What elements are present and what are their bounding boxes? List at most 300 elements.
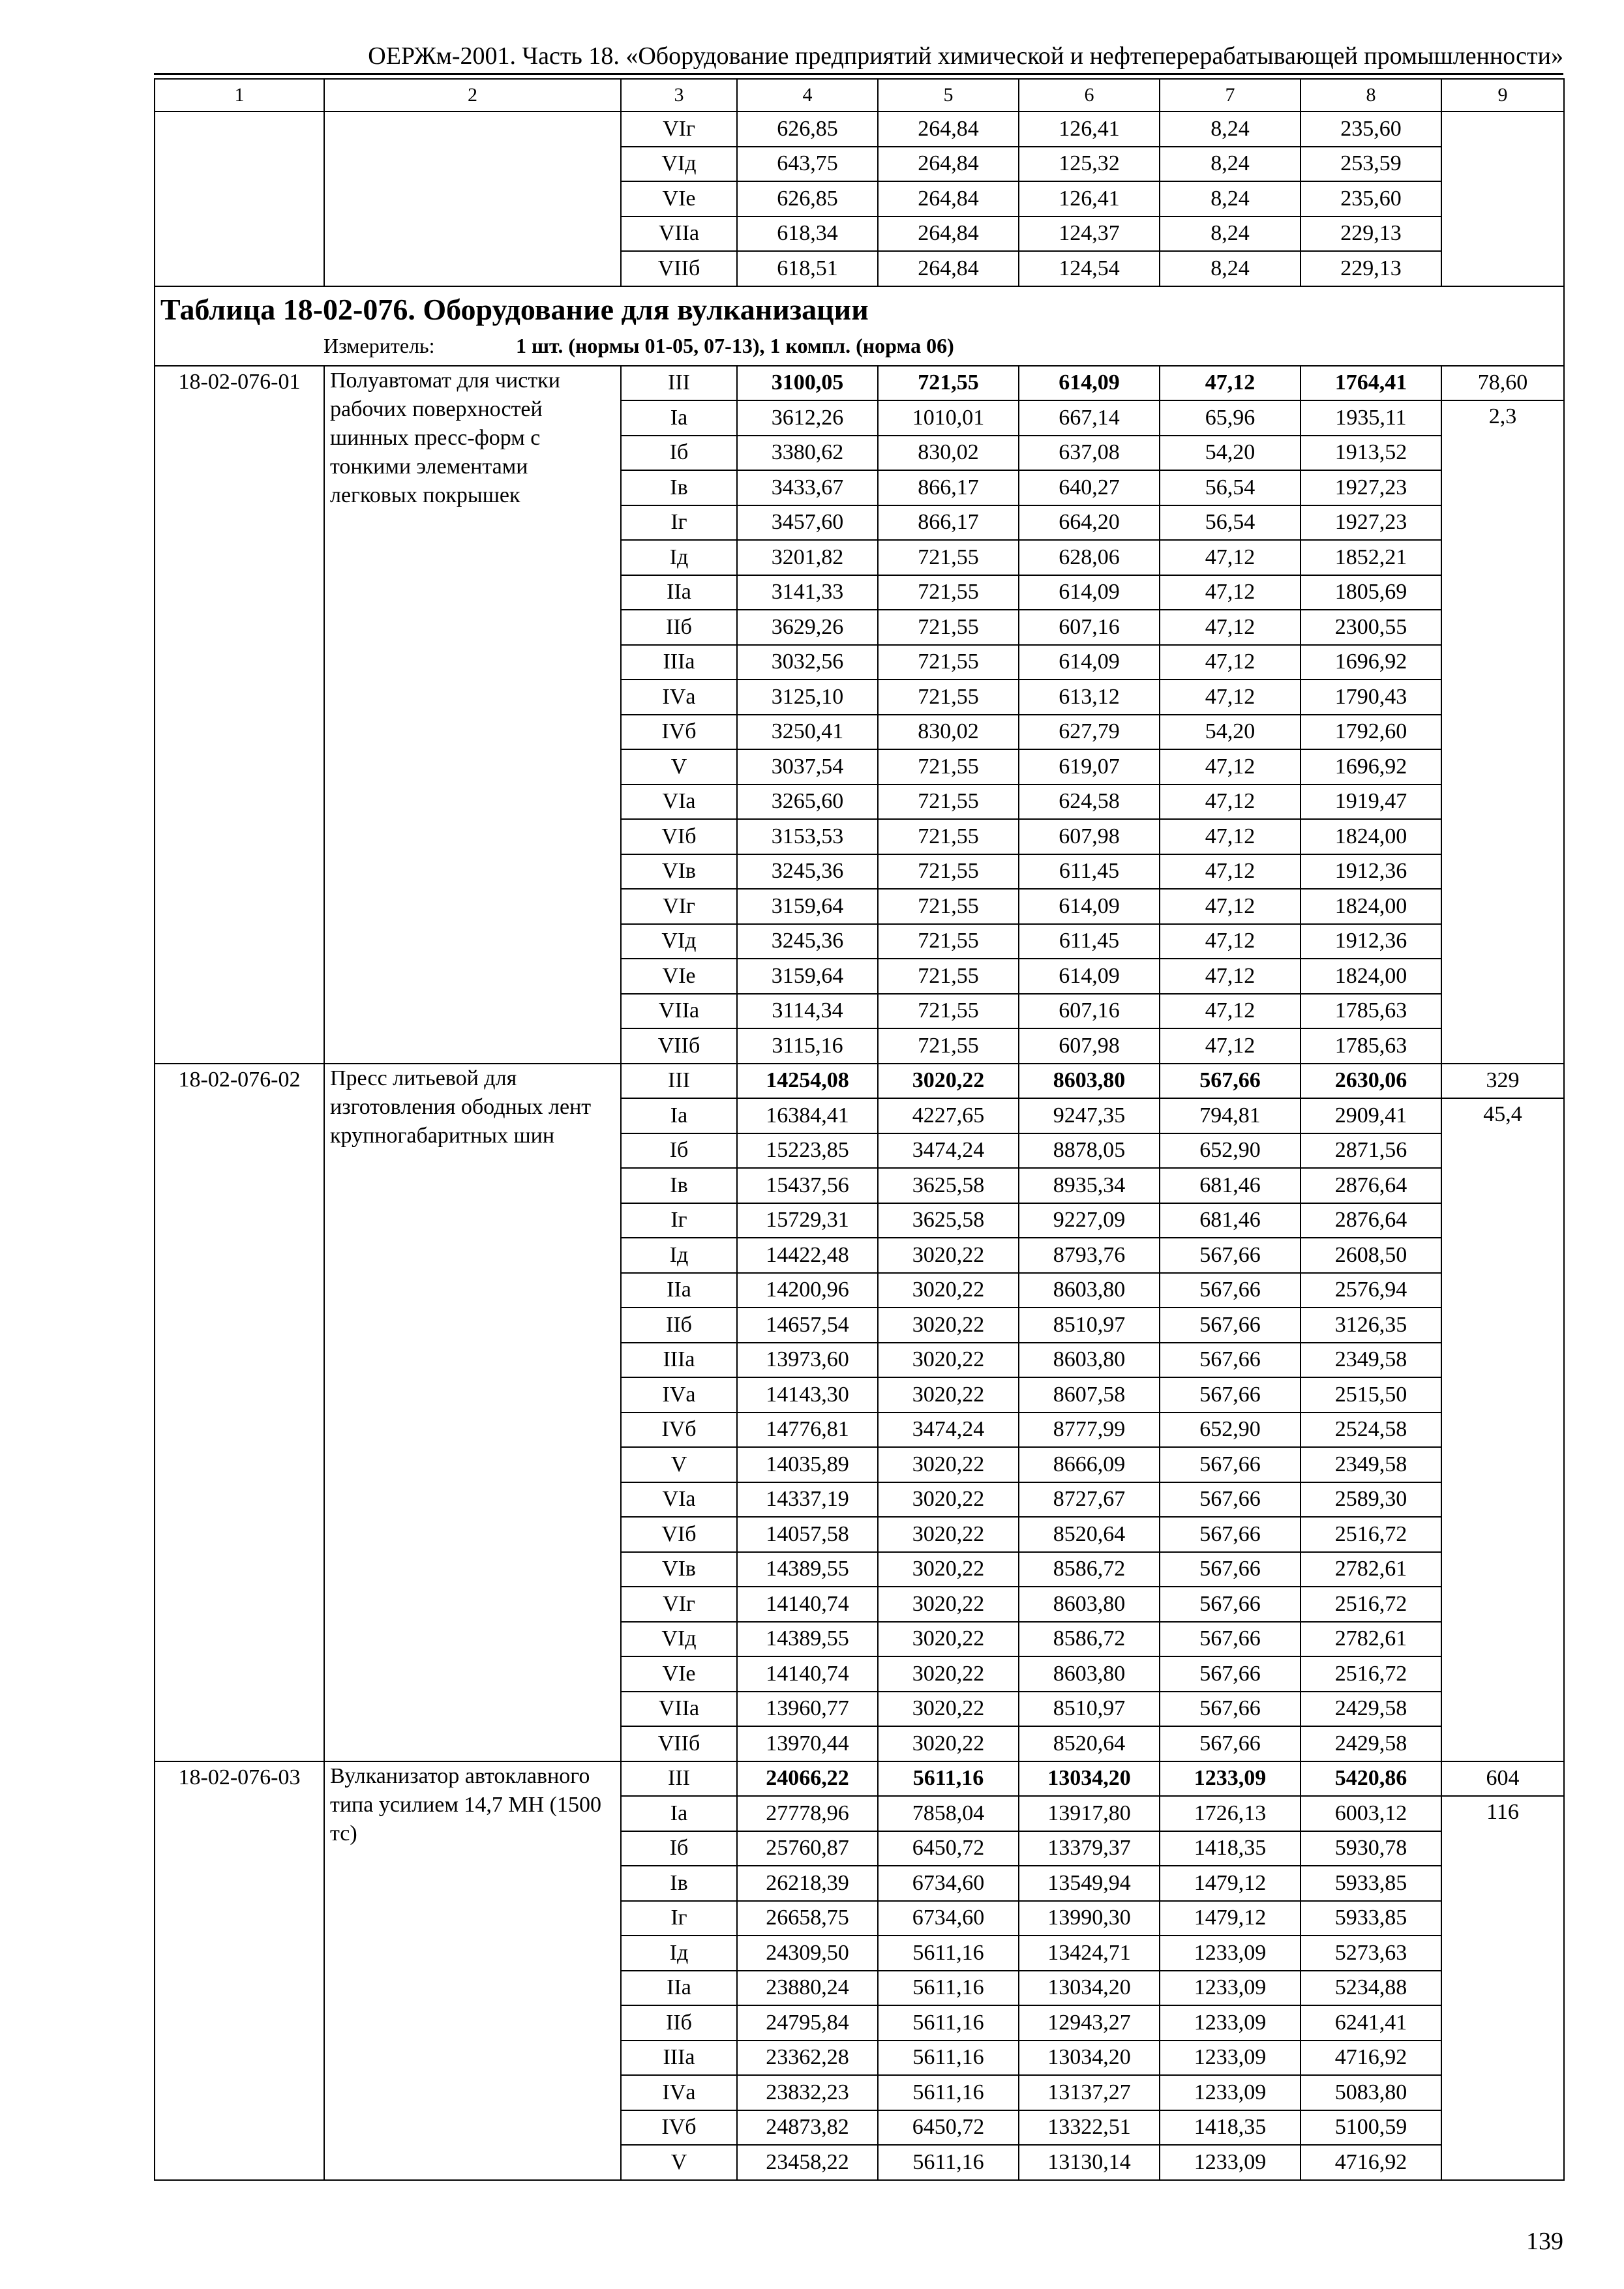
- value-cell-c5: 3020,22: [878, 1064, 1019, 1099]
- value-cell-c4: 3250,41: [737, 715, 878, 750]
- value-cell-c6: 628,06: [1019, 540, 1160, 575]
- value-cell-c6: 13549,94: [1019, 1866, 1160, 1901]
- value-cell-c6: 124,37: [1019, 217, 1160, 252]
- value-cell-c8: 1913,52: [1301, 436, 1441, 471]
- value-cell-c7: 1233,09: [1160, 2075, 1301, 2110]
- value-cell-c8: 6003,12: [1301, 1796, 1441, 1831]
- name-cell: Пресс литьевой для изготовления ободных лент крупногабаритных шин: [324, 1064, 621, 1761]
- value-cell-c5: 5611,16: [878, 2005, 1019, 2041]
- value-cell-c6: 8878,05: [1019, 1133, 1160, 1169]
- value-cell-c7: 567,66: [1160, 1656, 1301, 1692]
- value-cell-c8: 235,60: [1301, 112, 1441, 147]
- price-main-cell: 604: [1441, 1761, 1564, 1797]
- value-cell-c4: 23832,23: [737, 2075, 878, 2110]
- value-cell-c6: 8520,64: [1019, 1726, 1160, 1761]
- value-cell-c7: 8,24: [1160, 147, 1301, 182]
- value-cell-c5: 3474,24: [878, 1133, 1019, 1169]
- value-cell-c7: 567,66: [1160, 1308, 1301, 1343]
- zone-cell: Iв: [621, 470, 737, 505]
- value-cell-c6: 13034,20: [1019, 1761, 1160, 1797]
- zone-cell: Iб: [621, 436, 737, 471]
- value-cell-c6: 126,41: [1019, 181, 1160, 217]
- price-sub-cell: 2,3: [1441, 400, 1564, 1064]
- value-cell-c8: 1927,23: [1301, 470, 1441, 505]
- value-cell-c7: 47,12: [1160, 540, 1301, 575]
- value-cell-c4: 14657,54: [737, 1308, 878, 1343]
- code-cell: [155, 112, 324, 286]
- zone-cell: IIIа: [621, 1343, 737, 1378]
- value-cell-c5: 721,55: [878, 366, 1019, 401]
- value-cell-c7: 567,66: [1160, 1517, 1301, 1552]
- value-cell-c4: 626,85: [737, 112, 878, 147]
- value-cell-c5: 4227,65: [878, 1098, 1019, 1133]
- value-cell-c8: 1764,41: [1301, 366, 1441, 401]
- column-number-cell: 4: [737, 79, 878, 112]
- name-cell: Вулканизатор автоклавного типа усилием 14,7 МН (1500 тс): [324, 1761, 621, 2180]
- zone-cell: VIе: [621, 181, 737, 217]
- zone-cell: III: [621, 1761, 737, 1797]
- value-cell-c6: 8603,80: [1019, 1064, 1160, 1099]
- header-rule: [154, 73, 1563, 75]
- zone-cell: VIд: [621, 924, 737, 959]
- column-number-cell: 1: [155, 79, 324, 112]
- value-cell-c7: 567,66: [1160, 1482, 1301, 1518]
- value-cell-c7: 567,66: [1160, 1552, 1301, 1587]
- value-cell-c4: 14254,08: [737, 1064, 878, 1099]
- value-cell-c7: 54,20: [1160, 436, 1301, 471]
- value-cell-c7: 8,24: [1160, 217, 1301, 252]
- value-cell-c6: 13034,20: [1019, 2041, 1160, 2076]
- value-cell-c7: 567,66: [1160, 1273, 1301, 1308]
- value-cell-c4: 15437,56: [737, 1168, 878, 1203]
- value-cell-c8: 2782,61: [1301, 1622, 1441, 1657]
- value-cell-c8: 1696,92: [1301, 749, 1441, 785]
- value-cell-c4: 23362,28: [737, 2041, 878, 2076]
- value-cell-c8: 253,59: [1301, 147, 1441, 182]
- value-cell-c6: 9247,35: [1019, 1098, 1160, 1133]
- value-cell-c4: 24066,22: [737, 1761, 878, 1797]
- value-cell-c8: 1696,92: [1301, 645, 1441, 680]
- value-cell-c5: 3020,22: [878, 1517, 1019, 1552]
- value-cell-c6: 640,27: [1019, 470, 1160, 505]
- value-cell-c6: 8520,64: [1019, 1517, 1160, 1552]
- value-cell-c8: 229,13: [1301, 251, 1441, 286]
- zone-cell: Iа: [621, 1796, 737, 1831]
- value-cell-c6: 13424,71: [1019, 1936, 1160, 1971]
- value-cell-c5: 3020,22: [878, 1343, 1019, 1378]
- value-cell-c7: 47,12: [1160, 575, 1301, 610]
- value-cell-c4: 24795,84: [737, 2005, 878, 2041]
- value-cell-c7: 567,66: [1160, 1726, 1301, 1761]
- value-cell-c7: 567,66: [1160, 1238, 1301, 1273]
- value-cell-c5: 264,84: [878, 181, 1019, 217]
- measure-row: [160, 330, 1558, 361]
- value-cell-c5: 721,55: [878, 924, 1019, 959]
- value-cell-c7: 681,46: [1160, 1168, 1301, 1203]
- value-cell-c4: 3159,64: [737, 959, 878, 994]
- value-cell-c7: 8,24: [1160, 251, 1301, 286]
- value-cell-c8: 1919,47: [1301, 785, 1441, 820]
- value-cell-c6: 124,54: [1019, 251, 1160, 286]
- value-cell-c5: 830,02: [878, 715, 1019, 750]
- zone-cell: IVб: [621, 715, 737, 750]
- value-cell-c6: 8777,99: [1019, 1413, 1160, 1448]
- value-cell-c6: 619,07: [1019, 749, 1160, 785]
- value-cell-c4: 3245,36: [737, 924, 878, 959]
- value-cell-c5: 264,84: [878, 112, 1019, 147]
- value-cell-c4: 3159,64: [737, 889, 878, 924]
- value-cell-c4: 14422,48: [737, 1238, 878, 1273]
- value-cell-c8: 2608,50: [1301, 1238, 1441, 1273]
- column-number-cell: 7: [1160, 79, 1301, 112]
- value-cell-c6: 13379,37: [1019, 1831, 1160, 1866]
- zone-cell: VIв: [621, 1552, 737, 1587]
- value-cell-c6: 627,79: [1019, 715, 1160, 750]
- value-cell-c4: 3245,36: [737, 854, 878, 890]
- value-cell-c6: 13130,14: [1019, 2145, 1160, 2180]
- column-number-cell: 9: [1441, 79, 1564, 112]
- value-cell-c8: 1805,69: [1301, 575, 1441, 610]
- column-number-cell: 8: [1301, 79, 1441, 112]
- value-cell-c4: 618,34: [737, 217, 878, 252]
- price-cell: [1441, 112, 1564, 286]
- value-cell-c7: 47,12: [1160, 366, 1301, 401]
- zone-cell: VIIб: [621, 1726, 737, 1761]
- value-cell-c6: 8586,72: [1019, 1552, 1160, 1587]
- value-cell-c8: 1935,11: [1301, 400, 1441, 436]
- value-cell-c5: 866,17: [878, 470, 1019, 505]
- value-cell-c4: 13973,60: [737, 1343, 878, 1378]
- table-row: [155, 112, 1564, 147]
- value-cell-c6: 664,20: [1019, 505, 1160, 541]
- value-cell-c6: 8603,80: [1019, 1587, 1160, 1622]
- zone-cell: IIб: [621, 1308, 737, 1343]
- zone-cell: IVа: [621, 680, 737, 715]
- value-cell-c8: 1790,43: [1301, 680, 1441, 715]
- value-cell-c8: 2576,94: [1301, 1273, 1441, 1308]
- value-cell-c8: 2876,64: [1301, 1203, 1441, 1238]
- value-cell-c5: 264,84: [878, 217, 1019, 252]
- value-cell-c8: 3126,35: [1301, 1308, 1441, 1343]
- value-cell-c6: 614,09: [1019, 645, 1160, 680]
- price-sub-cell: 45,4: [1441, 1098, 1564, 1761]
- value-cell-c8: 5083,80: [1301, 2075, 1441, 2110]
- value-cell-c8: 4716,92: [1301, 2041, 1441, 2076]
- value-cell-c8: 229,13: [1301, 217, 1441, 252]
- column-number-cell: 6: [1019, 79, 1160, 112]
- value-cell-c6: 13917,80: [1019, 1796, 1160, 1831]
- value-cell-c5: 721,55: [878, 819, 1019, 854]
- value-cell-c5: 5611,16: [878, 1936, 1019, 1971]
- value-cell-c5: 721,55: [878, 610, 1019, 645]
- value-cell-c5: 6450,72: [878, 1831, 1019, 1866]
- value-cell-c4: 14776,81: [737, 1413, 878, 1448]
- zone-cell: VIIб: [621, 1028, 737, 1064]
- zone-cell: Iб: [621, 1831, 737, 1866]
- value-cell-c8: 2524,58: [1301, 1413, 1441, 1448]
- value-cell-c7: 1233,09: [1160, 2041, 1301, 2076]
- zone-cell: IVб: [621, 2110, 737, 2146]
- value-cell-c8: 2516,72: [1301, 1656, 1441, 1692]
- zone-cell: Iа: [621, 1098, 737, 1133]
- value-cell-c8: 2300,55: [1301, 610, 1441, 645]
- value-cell-c7: 681,46: [1160, 1203, 1301, 1238]
- value-cell-c5: 830,02: [878, 436, 1019, 471]
- zone-cell: VIв: [621, 854, 737, 890]
- value-cell-c5: 3020,22: [878, 1238, 1019, 1273]
- zone-cell: Iд: [621, 540, 737, 575]
- zone-cell: III: [621, 1064, 737, 1099]
- zone-cell: V: [621, 749, 737, 785]
- value-cell-c7: 567,66: [1160, 1622, 1301, 1657]
- zone-cell: IVа: [621, 2075, 737, 2110]
- value-cell-c7: 1233,09: [1160, 1936, 1301, 1971]
- value-cell-c5: 3020,22: [878, 1482, 1019, 1518]
- value-cell-c8: 1912,36: [1301, 924, 1441, 959]
- value-cell-c7: 652,90: [1160, 1413, 1301, 1448]
- value-cell-c6: 667,14: [1019, 400, 1160, 436]
- zone-cell: VIа: [621, 1482, 737, 1518]
- value-cell-c7: 567,66: [1160, 1343, 1301, 1378]
- zone-cell: VIе: [621, 959, 737, 994]
- value-cell-c7: 47,12: [1160, 819, 1301, 854]
- value-cell-c5: 3625,58: [878, 1203, 1019, 1238]
- value-cell-c6: 8727,67: [1019, 1482, 1160, 1518]
- value-cell-c8: 2515,50: [1301, 1377, 1441, 1413]
- value-cell-c6: 613,12: [1019, 680, 1160, 715]
- zone-cell: Iг: [621, 1901, 737, 1936]
- value-cell-c7: 56,54: [1160, 505, 1301, 541]
- value-cell-c8: 1852,21: [1301, 540, 1441, 575]
- measure-value: 1 шт. (нормы 01-05, 07-13), 1 компл. (норма 06): [516, 333, 954, 357]
- zone-cell: V: [621, 2145, 737, 2180]
- value-cell-c5: 3020,22: [878, 1656, 1019, 1692]
- value-cell-c7: 1233,09: [1160, 1761, 1301, 1797]
- value-cell-c8: 1785,63: [1301, 994, 1441, 1029]
- value-cell-c6: 8603,80: [1019, 1343, 1160, 1378]
- zone-cell: Iг: [621, 1203, 737, 1238]
- value-cell-c8: 5234,88: [1301, 1971, 1441, 2006]
- value-cell-c6: 607,98: [1019, 1028, 1160, 1064]
- zone-cell: VIIа: [621, 1692, 737, 1727]
- value-cell-c8: 5933,85: [1301, 1866, 1441, 1901]
- value-cell-c4: 15223,85: [737, 1133, 878, 1169]
- value-cell-c7: 1233,09: [1160, 2145, 1301, 2180]
- zone-cell: IIа: [621, 1273, 737, 1308]
- value-cell-c7: 47,12: [1160, 1028, 1301, 1064]
- value-cell-c4: 3265,60: [737, 785, 878, 820]
- value-cell-c7: 1418,35: [1160, 1831, 1301, 1866]
- value-cell-c6: 8666,09: [1019, 1447, 1160, 1482]
- value-cell-c8: 5273,63: [1301, 1936, 1441, 1971]
- value-cell-c8: 2349,58: [1301, 1343, 1441, 1378]
- value-cell-c6: 125,32: [1019, 147, 1160, 182]
- value-cell-c5: 721,55: [878, 854, 1019, 890]
- value-cell-c4: 14337,19: [737, 1482, 878, 1518]
- value-cell-c7: 567,66: [1160, 1377, 1301, 1413]
- value-cell-c4: 3115,16: [737, 1028, 878, 1064]
- value-cell-c5: 721,55: [878, 540, 1019, 575]
- value-cell-c5: 721,55: [878, 680, 1019, 715]
- value-cell-c4: 3125,10: [737, 680, 878, 715]
- value-cell-c6: 614,09: [1019, 959, 1160, 994]
- value-cell-c7: 567,66: [1160, 1447, 1301, 1482]
- value-cell-c5: 3020,22: [878, 1308, 1019, 1343]
- value-cell-c4: 14389,55: [737, 1622, 878, 1657]
- table-row: [155, 1064, 1564, 1099]
- value-cell-c5: 3020,22: [878, 1552, 1019, 1587]
- value-cell-c6: 8586,72: [1019, 1622, 1160, 1657]
- page-number: 139: [1526, 2228, 1563, 2255]
- value-cell-c6: 8510,97: [1019, 1692, 1160, 1727]
- value-cell-c4: 3380,62: [737, 436, 878, 471]
- value-cell-c5: 721,55: [878, 645, 1019, 680]
- value-cell-c8: 2876,64: [1301, 1168, 1441, 1203]
- value-cell-c5: 866,17: [878, 505, 1019, 541]
- value-cell-c7: 47,12: [1160, 680, 1301, 715]
- value-cell-c8: 2909,41: [1301, 1098, 1441, 1133]
- value-cell-c8: 1824,00: [1301, 819, 1441, 854]
- value-cell-c7: 1233,09: [1160, 2005, 1301, 2041]
- price-main-cell: 329: [1441, 1064, 1564, 1099]
- value-cell-c4: 25760,87: [737, 1831, 878, 1866]
- value-cell-c5: 6450,72: [878, 2110, 1019, 2146]
- value-cell-c5: 1010,01: [878, 400, 1019, 436]
- value-cell-c4: 3629,26: [737, 610, 878, 645]
- value-cell-c6: 611,45: [1019, 854, 1160, 890]
- section-title: Таблица 18-02-076. Оборудование для вулканизации: [160, 292, 869, 326]
- value-cell-c4: 3201,82: [737, 540, 878, 575]
- value-cell-c4: 13960,77: [737, 1692, 878, 1727]
- value-cell-c8: 2516,72: [1301, 1587, 1441, 1622]
- name-cell: [324, 112, 621, 286]
- value-cell-c4: 15729,31: [737, 1203, 878, 1238]
- value-cell-c4: 23880,24: [737, 1971, 878, 2006]
- zone-cell: Iв: [621, 1168, 737, 1203]
- value-cell-c7: 1418,35: [1160, 2110, 1301, 2146]
- value-cell-c6: 607,16: [1019, 610, 1160, 645]
- value-cell-c6: 614,09: [1019, 575, 1160, 610]
- value-cell-c6: 624,58: [1019, 785, 1160, 820]
- value-cell-c4: 14200,96: [737, 1273, 878, 1308]
- value-cell-c5: 721,55: [878, 889, 1019, 924]
- column-number-cell: 2: [324, 79, 621, 112]
- value-cell-c7: 54,20: [1160, 715, 1301, 750]
- value-cell-c8: 1824,00: [1301, 959, 1441, 994]
- value-cell-c8: 1912,36: [1301, 854, 1441, 890]
- value-cell-c8: 1785,63: [1301, 1028, 1441, 1064]
- value-cell-c5: 3020,22: [878, 1587, 1019, 1622]
- value-cell-c7: 47,12: [1160, 854, 1301, 890]
- zone-cell: VIг: [621, 112, 737, 147]
- value-cell-c4: 3612,26: [737, 400, 878, 436]
- zone-cell: III: [621, 366, 737, 401]
- zone-cell: VIг: [621, 1587, 737, 1622]
- value-cell-c8: 5930,78: [1301, 1831, 1441, 1866]
- value-cell-c8: 5420,86: [1301, 1761, 1441, 1797]
- zone-cell: VIа: [621, 785, 737, 820]
- value-cell-c7: 1479,12: [1160, 1901, 1301, 1936]
- value-cell-c6: 614,09: [1019, 889, 1160, 924]
- value-cell-c5: 3020,22: [878, 1622, 1019, 1657]
- value-cell-c7: 1233,09: [1160, 1971, 1301, 2006]
- zone-cell: IVб: [621, 1413, 737, 1448]
- zone-cell: VIIа: [621, 994, 737, 1029]
- value-cell-c7: 47,12: [1160, 645, 1301, 680]
- value-cell-c8: 2589,30: [1301, 1482, 1441, 1518]
- value-cell-c6: 637,08: [1019, 436, 1160, 471]
- page-header-title: ОЕРЖм-2001. Часть 18. «Оборудование предприятий химической и нефтеперерабатывающей промышленности»: [368, 42, 1563, 70]
- rates-table: [154, 78, 1565, 2181]
- value-cell-c5: 5611,16: [878, 2145, 1019, 2180]
- value-cell-c6: 8935,34: [1019, 1168, 1160, 1203]
- value-cell-c6: 126,41: [1019, 112, 1160, 147]
- value-cell-c5: 264,84: [878, 251, 1019, 286]
- value-cell-c6: 8510,97: [1019, 1308, 1160, 1343]
- zone-cell: VIд: [621, 1622, 737, 1657]
- value-cell-c6: 611,45: [1019, 924, 1160, 959]
- value-cell-c6: 12943,27: [1019, 2005, 1160, 2041]
- value-cell-c4: 3114,34: [737, 994, 878, 1029]
- zone-cell: IIIа: [621, 645, 737, 680]
- zone-cell: VIб: [621, 819, 737, 854]
- value-cell-c6: 13990,30: [1019, 1901, 1160, 1936]
- zone-cell: VIIа: [621, 217, 737, 252]
- value-cell-c8: 5933,85: [1301, 1901, 1441, 1936]
- value-cell-c8: 2782,61: [1301, 1552, 1441, 1587]
- value-cell-c7: 47,12: [1160, 749, 1301, 785]
- value-cell-c4: 643,75: [737, 147, 878, 182]
- table-row: [155, 1761, 1564, 1797]
- price-main-cell: 78,60: [1441, 366, 1564, 401]
- value-cell-c4: 3032,56: [737, 645, 878, 680]
- zone-cell: Iд: [621, 1936, 737, 1971]
- value-cell-c5: 3020,22: [878, 1377, 1019, 1413]
- value-cell-c4: 3037,54: [737, 749, 878, 785]
- value-cell-c4: 24309,50: [737, 1936, 878, 1971]
- code-cell: 18-02-076-03: [155, 1761, 324, 2180]
- value-cell-c4: 23458,22: [737, 2145, 878, 2180]
- code-cell: 18-02-076-01: [155, 366, 324, 1064]
- value-cell-c8: 235,60: [1301, 181, 1441, 217]
- value-cell-c7: 47,12: [1160, 610, 1301, 645]
- zone-cell: VIIб: [621, 251, 737, 286]
- value-cell-c6: 13034,20: [1019, 1971, 1160, 2006]
- measure-label: Измеритель:: [323, 333, 435, 357]
- value-cell-c8: 4716,92: [1301, 2145, 1441, 2180]
- zone-cell: VIг: [621, 889, 737, 924]
- zone-cell: Iв: [621, 1866, 737, 1901]
- value-cell-c4: 26658,75: [737, 1901, 878, 1936]
- value-cell-c6: 13322,51: [1019, 2110, 1160, 2146]
- rates-table-body: [155, 79, 1564, 2180]
- zone-cell: Iб: [621, 1133, 737, 1169]
- value-cell-c5: 5611,16: [878, 1971, 1019, 2006]
- value-cell-c7: 65,96: [1160, 400, 1301, 436]
- zone-cell: IIб: [621, 610, 737, 645]
- value-cell-c4: 24873,82: [737, 2110, 878, 2146]
- zone-cell: IIб: [621, 2005, 737, 2041]
- value-cell-c7: 794,81: [1160, 1098, 1301, 1133]
- table-row: [155, 366, 1564, 401]
- value-cell-c6: 8603,80: [1019, 1273, 1160, 1308]
- value-cell-c5: 721,55: [878, 994, 1019, 1029]
- value-cell-c5: 3474,24: [878, 1413, 1019, 1448]
- zone-cell: Iа: [621, 400, 737, 436]
- value-cell-c6: 607,16: [1019, 994, 1160, 1029]
- value-cell-c8: 1824,00: [1301, 889, 1441, 924]
- value-cell-c6: 13137,27: [1019, 2075, 1160, 2110]
